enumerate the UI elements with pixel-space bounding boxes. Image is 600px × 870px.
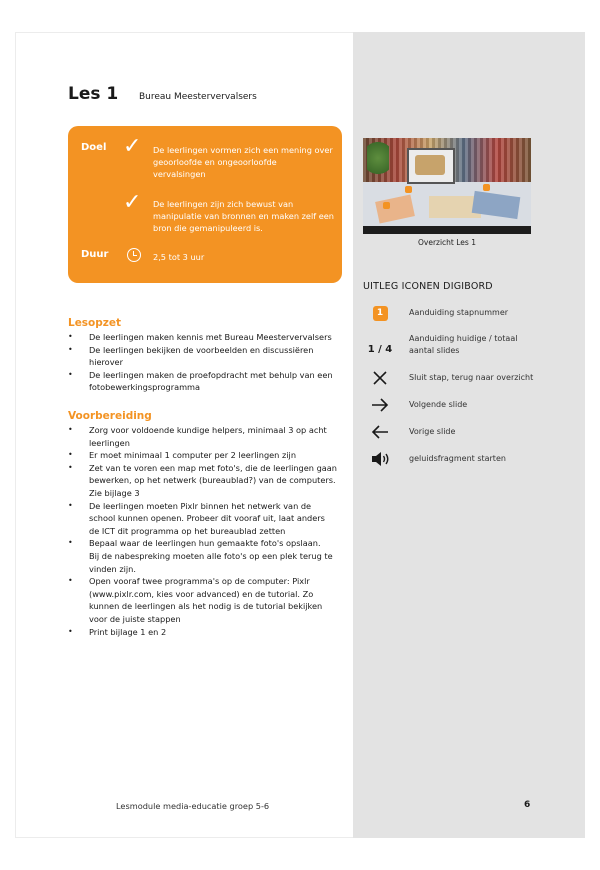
speaker-icon	[370, 451, 390, 467]
legend-title: UITLEG ICONEN DIGIBORD	[363, 281, 493, 292]
check-icon: ✓	[123, 134, 142, 159]
laptop-image	[407, 148, 455, 184]
arrow-right-icon	[371, 397, 389, 413]
list-item: • Bepaal waar de leerlingen hun gemaakte foto's opslaan. Bij de nabespreking moeten alle foto's op een plek terug te vinden zijn.	[68, 537, 343, 575]
check-icon: ✓	[123, 190, 142, 215]
goal-box	[68, 126, 342, 283]
arrow-left-icon	[371, 424, 389, 440]
lesopzet-heading: Lesopzet	[68, 317, 122, 329]
list-item: • De leerlingen maken kennis met Bureau Meestervervalsers	[68, 331, 343, 344]
step-badge-icon	[405, 186, 412, 193]
lesopzet-list	[68, 331, 343, 394]
list-item: • De leerlingen moeten Pixlr binnen het netwerk van de school kunnen openen. Probeer dit vooraf uit, laat anders de ICT dit programma op het bureaublad zetten	[68, 500, 343, 538]
plant-image	[367, 142, 389, 182]
list-item: • Open vooraf twee programma's op de computer: Pixlr (www.pixlr.com, kies voor advanced) en de tutorial. Zo kunnen de leerlingen als het nodig is de tutorial bekijken voor de juiste stappen	[68, 575, 343, 625]
legend-row-next: Volgende slide	[363, 395, 578, 415]
lesson-title: Les 1	[68, 84, 119, 104]
list-item: • De leerlingen bekijken de voorbeelden en discussiëren hierover	[68, 344, 343, 369]
thumbnail-caption: Overzicht Les 1	[418, 238, 476, 247]
step-number-badge-icon: 1	[373, 306, 388, 321]
legend-row-prev: Vorige slide	[363, 422, 578, 442]
lesson-subtitle: Bureau Meestervervalsers	[139, 92, 257, 102]
step-badge-icon	[383, 202, 390, 209]
page-number: 6	[524, 800, 531, 810]
close-icon	[372, 370, 388, 386]
step-badge-icon	[483, 184, 490, 191]
voorbereiding-heading: Voorbereiding	[68, 410, 152, 422]
list-item: • De leerlingen maken de proefopdracht met behulp van een fotobewerkingsprogramma	[68, 369, 343, 394]
legend-row-sound: geluidsfragment starten	[363, 449, 578, 469]
doel-label: Doel	[81, 142, 107, 153]
legend-row-close: Sluit stap, terug naar overzicht	[363, 368, 578, 388]
list-item: • Zorg voor voldoende kundige helpers, minimaal 3 op acht leerlingen	[68, 424, 343, 449]
goal-1: De leerlingen vormen zich een mening over geoorloofde en ongeoorloofde vervalsingen	[153, 145, 333, 179]
overview-thumbnail	[363, 138, 531, 234]
thumb-toolbar	[363, 226, 531, 234]
list-item: • Er moet minimaal 1 computer per 2 leerlingen zijn	[68, 449, 343, 462]
clock-icon	[127, 248, 141, 262]
goal-2: De leerlingen zijn zich bewust van manipulatie van bronnen en maken zelf een bron die gemanipuleerd is.	[153, 199, 334, 233]
legend-row-step: 1 Aanduiding stapnummer	[363, 303, 578, 323]
list-item: • Print bijlage 1 en 2	[68, 626, 343, 639]
slide-counter-icon: 1 / 4	[367, 343, 393, 355]
legend-row-counter: 1 / 4 Aanduiding huidige / totaal aantal slides	[367, 334, 518, 355]
list-item: • Zet van te voren een map met foto's, die de leerlingen gaan bewerken, op het netwerk (bureaublad?) van de computers. Zie bijlage 3	[68, 462, 343, 500]
voorbereiding-list	[68, 424, 343, 638]
duration: 2,5 tot 3 uur	[153, 252, 205, 262]
duur-label: Duur	[81, 249, 109, 260]
footer-module: Lesmodule media-educatie groep 5-6	[116, 801, 270, 811]
